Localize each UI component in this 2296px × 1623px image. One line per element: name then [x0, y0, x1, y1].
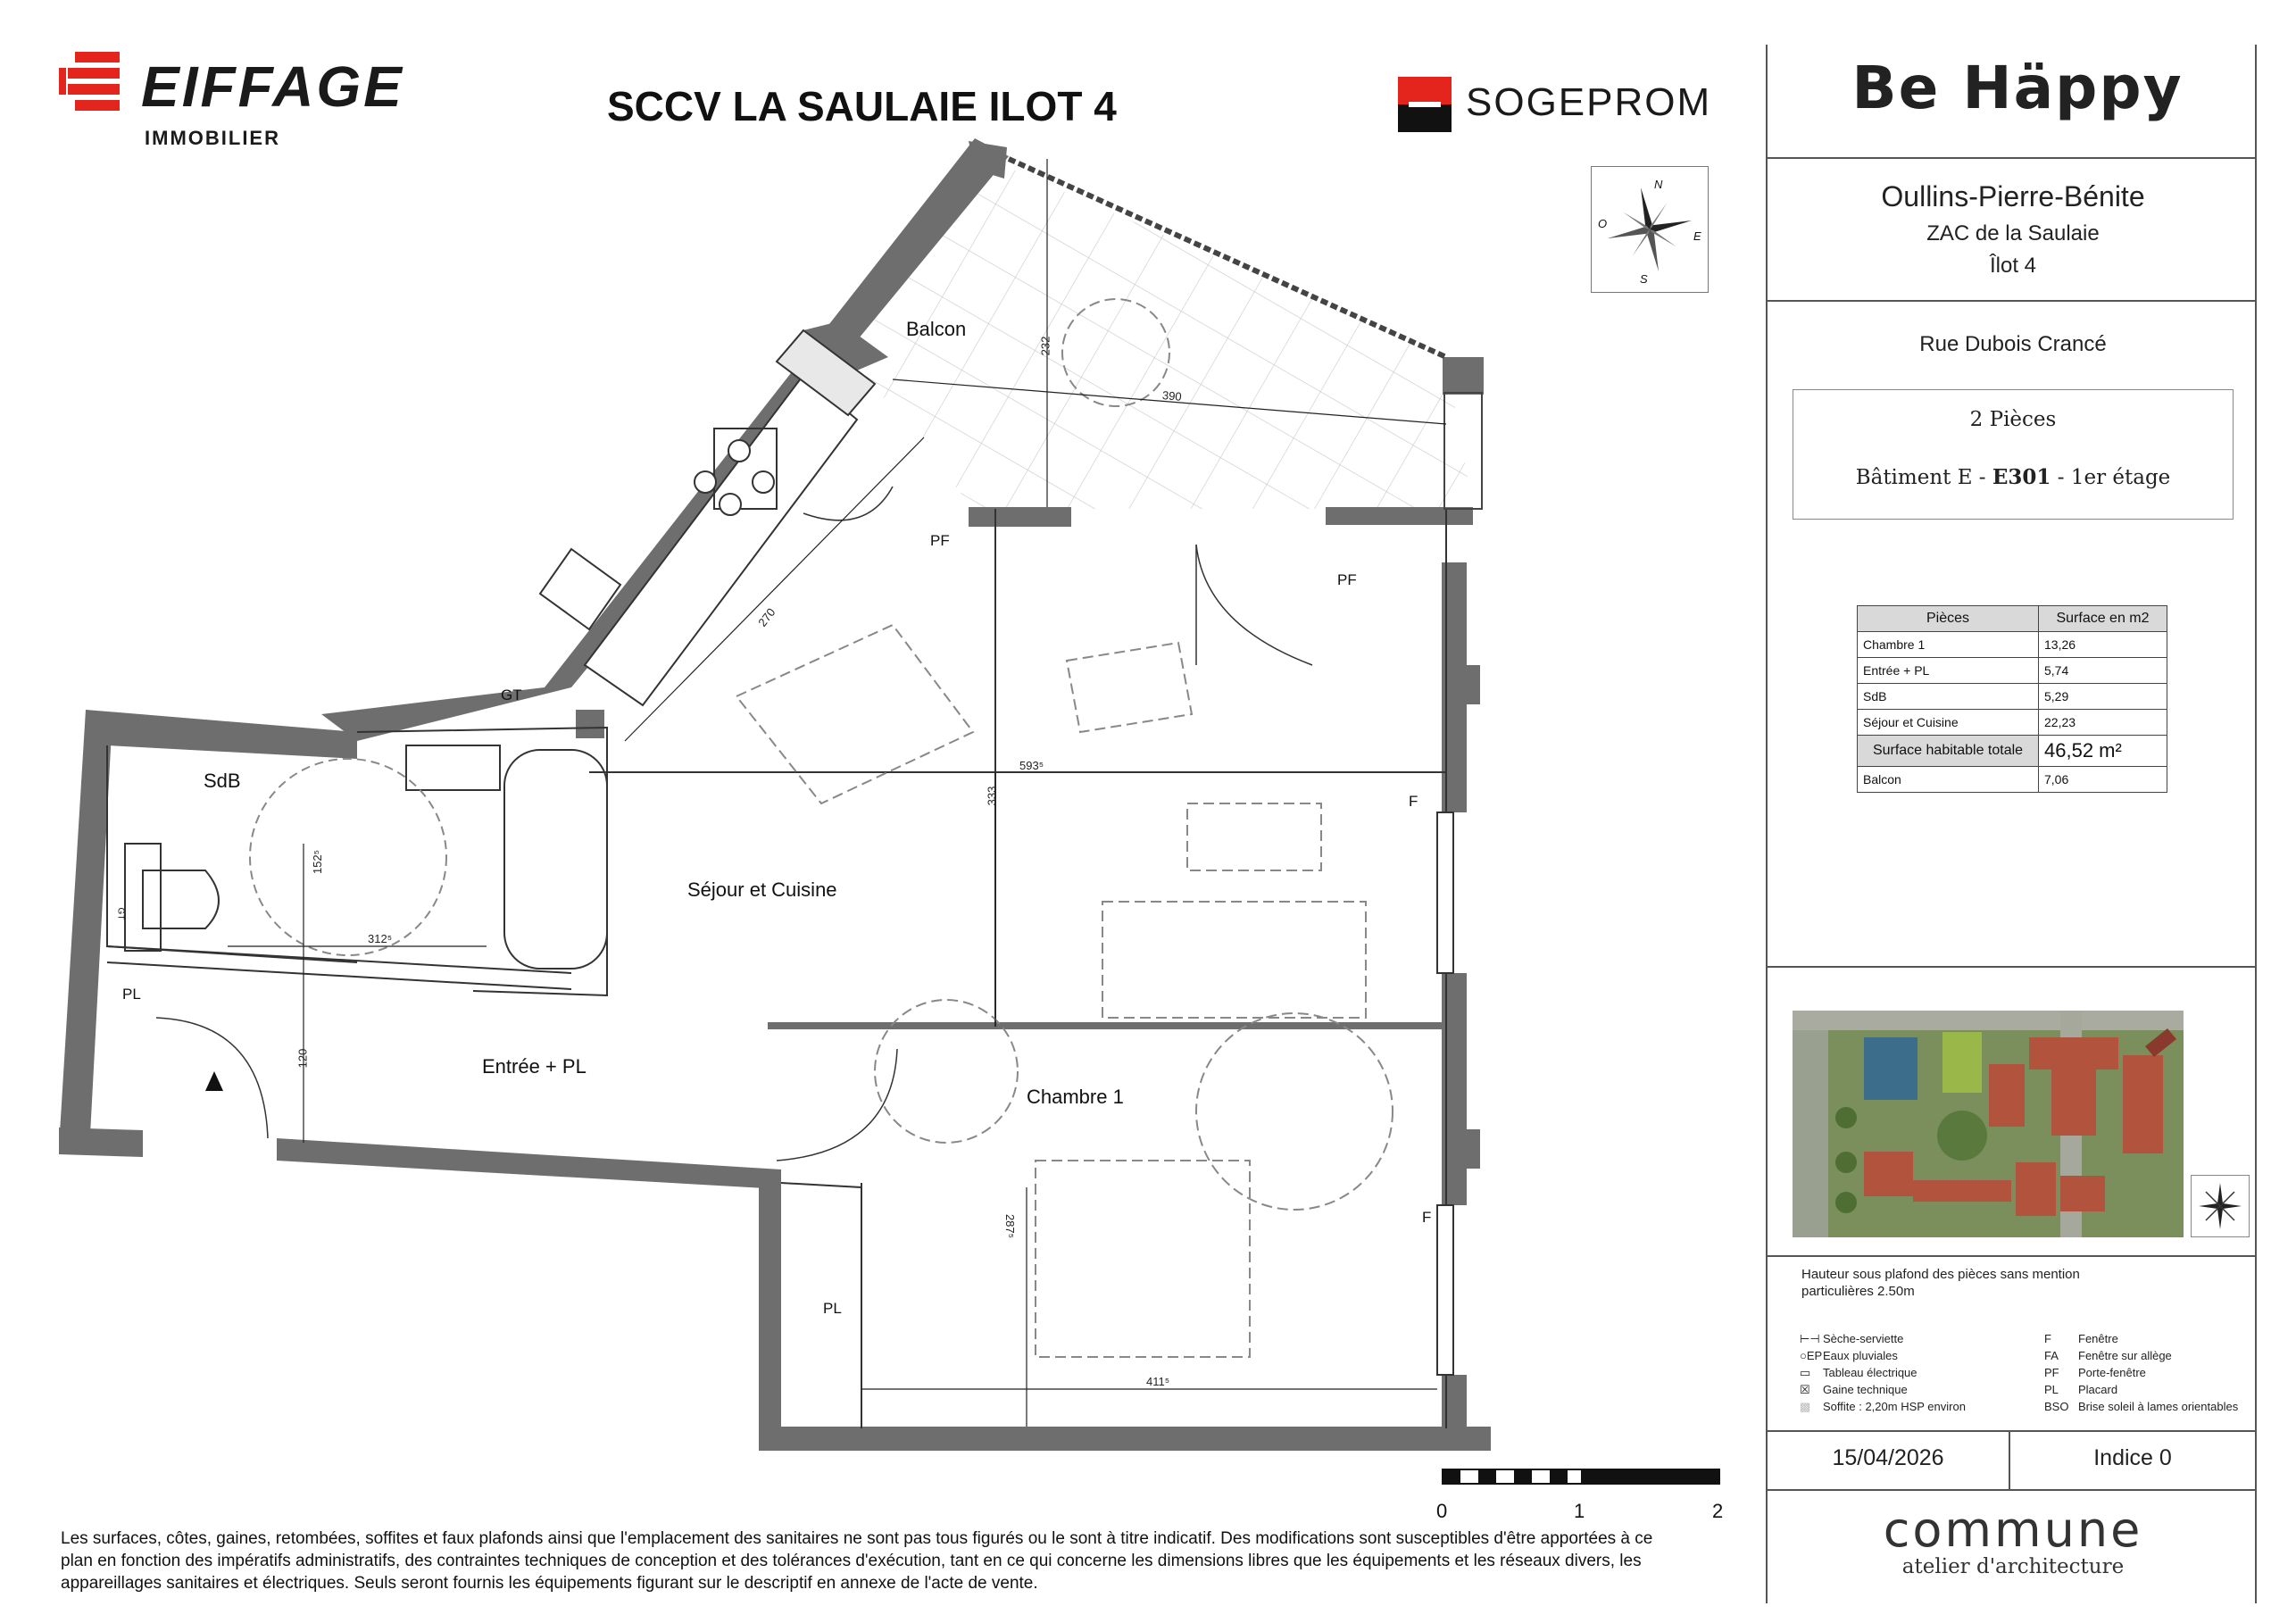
- dim-120: 120: [295, 1048, 310, 1069]
- row-name: SdB: [1858, 684, 2039, 710]
- plan-indice: Indice 0: [2093, 1445, 2172, 1470]
- table-row: [1858, 632, 2167, 658]
- dim-2875: 287⁵: [1003, 1213, 1018, 1239]
- label-gt-small: GT: [115, 907, 126, 920]
- bathroom-fixtures: [125, 745, 607, 969]
- compass-e: E: [1693, 229, 1701, 243]
- scale-label-1: 1: [1574, 1500, 1585, 1522]
- compass-s: S: [1640, 272, 1648, 286]
- electrical-panel-icon: ▭: [1800, 1366, 1811, 1379]
- legend-label: Brise soleil à lames orientables: [2078, 1400, 2239, 1413]
- aerial-compass: [2191, 1175, 2250, 1237]
- compass-o: O: [1598, 217, 1608, 230]
- balcon-value: 7,06: [2039, 767, 2167, 793]
- col-surface-header: Surface en m2: [2039, 606, 2167, 632]
- zac-name: ZAC de la Saulaie: [1926, 221, 2100, 246]
- sogeprom-wordmark: SOGEPROM: [1466, 80, 1712, 124]
- plan-date: 15/04/2026: [1832, 1445, 1944, 1470]
- towel-rail-icon: ⊢⊣: [1800, 1332, 1820, 1345]
- doors: [156, 487, 1312, 1161]
- table-row: [1858, 767, 2167, 793]
- legend-symbols: [1800, 1330, 2059, 1415]
- label-f-sejour: F: [1409, 793, 1418, 810]
- legend-code: PF: [2044, 1366, 2059, 1379]
- legend-label: Gaine technique: [1823, 1383, 1908, 1396]
- col-rooms-header: Pièces: [1858, 606, 2039, 632]
- compass-rose-small-icon: [2192, 1176, 2249, 1236]
- unit-rooms: 2 Pièces: [1969, 408, 2057, 431]
- eiffage-subtitle: IMMOBILIER: [145, 127, 280, 149]
- legend-code: BSO: [2044, 1400, 2069, 1413]
- legend-item: [2044, 1364, 2250, 1381]
- legend-label: Porte-fenêtre: [2078, 1366, 2146, 1379]
- dim-390: 390: [1161, 388, 1183, 404]
- total-row: [1858, 736, 2167, 767]
- label-pf-right: PF: [1337, 571, 1357, 588]
- unit-floor: - 1er étage: [2051, 466, 2171, 489]
- ilot-name: Îlot 4: [1989, 254, 2037, 278]
- legend-code: F: [2044, 1332, 2051, 1345]
- aerial-view-image: [1793, 1011, 2184, 1237]
- unit-box: [1793, 389, 2234, 520]
- legend-label: Tableau électrique: [1823, 1366, 1917, 1379]
- row-name: Chambre 1: [1858, 632, 2039, 658]
- scale-bar: [1443, 1469, 1719, 1484]
- room-entree: Entrée + PL: [482, 1055, 586, 1078]
- shaft-icon: ☒: [1800, 1383, 1810, 1396]
- scale-label-2: 2: [1712, 1500, 1724, 1522]
- legend-item: [1800, 1347, 2059, 1364]
- room-sdb: SdB: [204, 770, 241, 792]
- label-pf-left: PF: [930, 532, 950, 549]
- architect-subtitle: atelier d'architecture: [1901, 1555, 2125, 1578]
- legend-item: [1800, 1398, 2059, 1415]
- dim-1525: 152⁵: [311, 849, 325, 875]
- room-balcon: Balcon: [906, 318, 967, 340]
- legend-label: Placard: [2078, 1383, 2118, 1396]
- disclaimer-text: Les surfaces, côtes, gaines, retombées, soffites et faux plafonds ainsi que l'emplacement des sanitaires ne sont pas tous figurés ou le sont à titre indicatif. Des modifications sont susceptibles d'être apportées à ce plan en fonction des impératifs administratifs, des contraintes techniques de conception et des tolérances d'exécution, tant en ce qui concerne les dimensions libres que les équipements et les réseaux divers, les appareillages sanitaires et électriques. Seuls seront fournis les équipements figurant sur le descriptif en annexe de l'acte de vente.: [61, 1529, 1653, 1593]
- row-value: 13,26: [2039, 632, 2167, 658]
- be-happy-logo: Be Häppy: [1851, 54, 2184, 122]
- surface-table: [1857, 605, 2167, 793]
- room-sejour: Séjour et Cuisine: [687, 878, 837, 901]
- legend-item: [2044, 1347, 2250, 1364]
- dim-270: 270: [755, 605, 778, 629]
- legend-code: PL: [2044, 1383, 2059, 1396]
- architect-name: commune: [1883, 1502, 2143, 1558]
- dim-4115: 411⁵: [1146, 1375, 1170, 1388]
- room-chambre: Chambre 1: [1027, 1086, 1124, 1108]
- ceiling-note: Hauteur sous plafond des pièces sans mention particulières 2.50m: [1801, 1267, 2080, 1299]
- legend-item: [1800, 1330, 2059, 1347]
- eiffage-wordmark: EIFFAGE: [141, 54, 404, 119]
- project-title: SCCV LA SAULAIE ILOT 4: [607, 83, 1117, 129]
- aerial-view-drawing: [1793, 1011, 2184, 1237]
- unit-building: Bâtiment E -: [1855, 466, 1992, 489]
- legend-item: [2044, 1330, 2250, 1347]
- row-value: 5,74: [2039, 658, 2167, 684]
- legend-label: Eaux pluviales: [1823, 1349, 1898, 1362]
- table-row: [1858, 710, 2167, 736]
- entrance-arrow-icon: [205, 1071, 223, 1091]
- compass-n: N: [1654, 178, 1663, 191]
- legend-item: [2044, 1381, 2250, 1398]
- legend-label: Fenêtre: [2078, 1332, 2118, 1345]
- table-row: [1858, 684, 2167, 710]
- label-pl-entree: PL: [122, 986, 141, 1003]
- label-gt: GT: [501, 687, 522, 703]
- unit-lot: E301: [1992, 465, 2051, 489]
- legend-item: [1800, 1381, 2059, 1398]
- total-value: 46,52 m²: [2039, 736, 2167, 767]
- city-name: Oullins-Pierre-Bénite: [1881, 180, 2145, 212]
- row-name: Séjour et Cuisine: [1858, 710, 2039, 736]
- rainwater-icon: ○EP: [1800, 1349, 1823, 1362]
- row-value: 5,29: [2039, 684, 2167, 710]
- legend-label: Sèche-serviette: [1823, 1332, 1904, 1345]
- legend-item: [1800, 1364, 2059, 1381]
- legend-label: Fenêtre sur allège: [2078, 1349, 2172, 1362]
- soffit-icon: ▩: [1800, 1400, 1811, 1413]
- balcon-label: Balcon: [1858, 767, 2039, 793]
- legend-codes: [2044, 1330, 2250, 1415]
- total-label: Surface habitable totale: [1858, 736, 2039, 767]
- row-name: Entrée + PL: [1858, 658, 2039, 684]
- row-value: 22,23: [2039, 710, 2167, 736]
- dim-5935: 593⁵: [1019, 759, 1044, 772]
- street-name: Rue Dubois Crancé: [1919, 332, 2107, 356]
- unit-lot-line: [1793, 465, 2233, 489]
- legend-code: FA: [2044, 1349, 2059, 1362]
- dim-333: 333: [985, 786, 999, 806]
- legend-label: Soffite : 2,20m HSP environ: [1823, 1400, 1966, 1413]
- table-row: [1858, 658, 2167, 684]
- label-pl-chambre: PL: [823, 1300, 842, 1317]
- label-f-chambre: F: [1422, 1209, 1432, 1226]
- dim-3125: 312⁵: [368, 932, 393, 945]
- dim-232: 232: [1038, 336, 1052, 356]
- scale-label-0: 0: [1436, 1500, 1448, 1522]
- legend-item: [2044, 1398, 2250, 1415]
